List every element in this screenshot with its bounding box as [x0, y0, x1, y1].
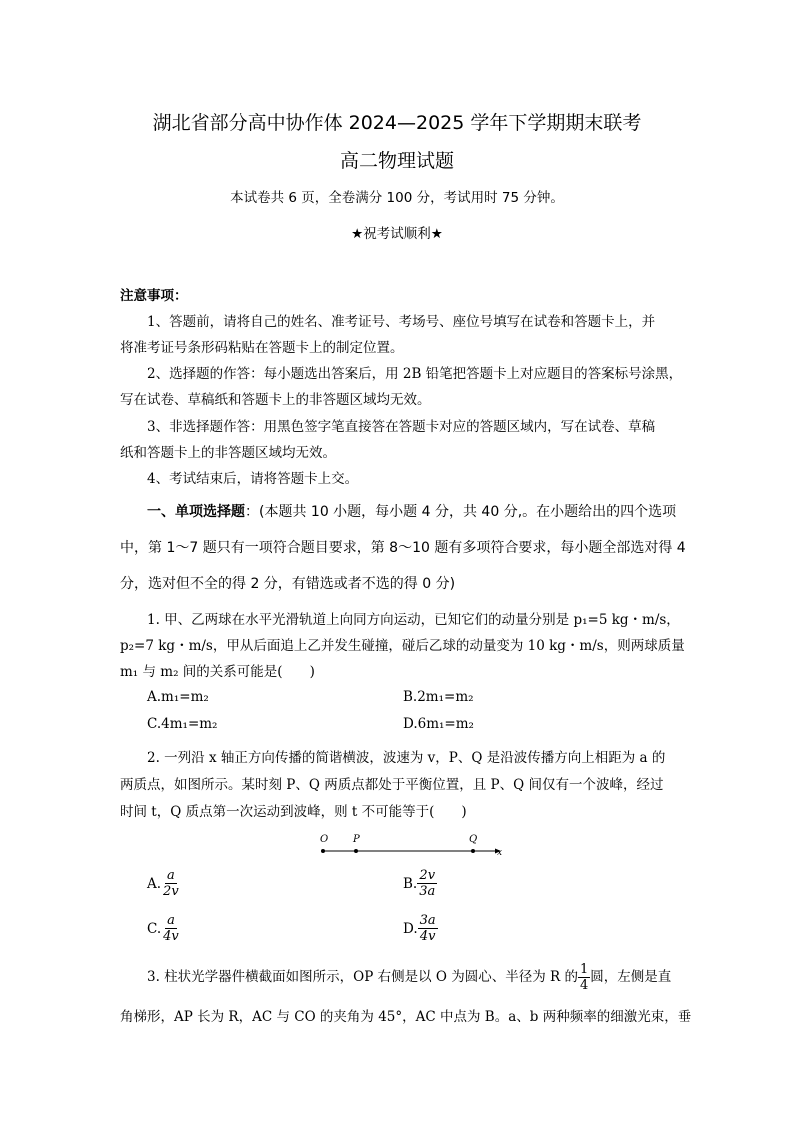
label-o: O: [320, 834, 329, 845]
q2-option-a: [147, 868, 181, 899]
q2-option-d-letter: D.: [403, 921, 418, 937]
q2-option-d-den: 4v: [419, 929, 436, 944]
q2-line2: 两质点，如图所示。某时刻 P、Q 两质点都处于平衡位置，且 P、Q 间仅有一个波峰，经过: [120, 777, 664, 793]
q2-option-c-fraction: [161, 913, 181, 944]
point-q: [471, 849, 475, 853]
notice-item1-line2: 将准考证号条形码粘贴在答题卡上的制定位置。: [120, 340, 404, 356]
q2-option-d-fraction: [418, 913, 438, 944]
q1-line2: p₂=7 kg・m/s，甲从后面追上乙并发生碰撞，碰后乙球的动量变为 10 kg・m/s，则两球质量: [120, 638, 685, 654]
point-o: [321, 849, 325, 853]
notice-item3-line1: 3、非选择题作答：用黑色签字笔直接答在答题卡对应的答题区域内，写在试卷、草稿: [147, 419, 656, 435]
notice-item1-line1: 1、答题前，请将自己的姓名、准考证号、考场号、座位号填写在试卷和答题卡上，并: [147, 314, 656, 330]
q3-quarter-fraction: [578, 962, 590, 993]
q3-line2: 角梯形，AP 长为 R，AC 与 CO 的夹角为 45°，AC 中点为 B。a、b 两种频率的细激光束，垂: [120, 1009, 692, 1025]
q1-option-a: A.m₁=m₂: [147, 689, 209, 705]
label-p: P: [353, 834, 360, 845]
q2-option-d-num: 3a: [419, 913, 436, 928]
q1-option-c: C.4m₁=m₂: [147, 716, 218, 732]
notice-heading: 注意事项：: [120, 288, 188, 304]
q3-line1-part-a: 3. 柱状光学器件横截面如图所示，OP 右侧是以 O 为圆心、半径为 R 的: [147, 969, 579, 985]
q2-wave-figure: [310, 830, 510, 860]
label-q: Q: [469, 834, 478, 845]
exam-title-line1: 湖北省部分高中协作体 2024—2025 学年下学期期末联考: [152, 112, 642, 134]
label-x: x: [497, 848, 503, 858]
q2-option-a-num: a: [166, 868, 175, 883]
q2-option-b-num: 2v: [419, 868, 436, 883]
point-p: [354, 849, 358, 853]
section1-intro-line1: [147, 501, 676, 521]
q2-line1: 2. 一列沿 x 轴正方向传播的简谐横波，波速为 v，P、Q 是沿波传播方向上相距为 a 的: [147, 750, 666, 766]
q2-option-c: [147, 913, 181, 944]
q2-option-d: [403, 913, 438, 944]
q1-line1: 1. 甲、乙两球在水平光滑轨道上向同方向运动，已知它们的动量分别是 p₁=5 kg・m/s，: [147, 612, 680, 628]
q2-option-c-den: 4v: [163, 929, 179, 944]
q2-line3: 时间 t，Q 质点第一次运动到波峰，则 t 不可能等于( ): [120, 804, 467, 820]
q3-line1-part-b: 圆，左侧是直: [590, 969, 672, 985]
q2-option-a-fraction: [161, 868, 181, 899]
section1-intro-text: ：(本题共 10 小题，每小题 4 分，共 40 分,。在小题给出的四个选项: [245, 504, 677, 520]
q1-option-d: D.6m₁=m₂: [403, 716, 474, 732]
notice-item2-line2: 写在试卷、草稿纸和答题卡上的非答题区域均无效。: [120, 392, 431, 408]
q2-option-c-num: a: [167, 913, 175, 928]
blessing: ★祝考试顺利★: [351, 226, 443, 242]
q1-option-b: B.2m₁=m₂: [403, 689, 474, 705]
q2-option-b: [403, 868, 437, 899]
q3-line1: [147, 962, 671, 993]
q2-option-a-den: 2v: [163, 884, 179, 899]
section1-intro-line2: 中，第 1～7 题只有一项符合题目要求，第 8～10 题有多项符合要求，每小题全部选对得 4: [120, 540, 686, 556]
q3-frac-num: 1: [580, 962, 589, 977]
notice-item4: 4、考试结束后，请将答题卡上交。: [147, 471, 359, 487]
q2-option-b-den: 3a: [419, 884, 436, 899]
q2-option-a-letter: A.: [147, 876, 162, 892]
q2-option-b-fraction: [417, 868, 437, 899]
q1-line3: m₁ 与 m₂ 间的关系可能是( ): [120, 664, 315, 680]
section1-intro-line3: 分，选对但不全的得 2 分，有错选或者不选的得 0 分): [120, 576, 456, 592]
q3-frac-den: 4: [580, 978, 589, 993]
exam-info: 本试卷共 6 页，全卷满分 100 分，考试用时 75 分钟。: [230, 190, 564, 206]
section1-heading: 一、单项选择题: [147, 504, 245, 520]
exam-title-line2: 高二物理试题: [339, 150, 454, 172]
q2-option-b-letter: B.: [403, 876, 418, 892]
notice-item3-line2: 纸和答题卡上的非答题区域均无效。: [120, 445, 336, 461]
notice-item2-line1: 2、选择题的作答：每小题选出答案后，用 2B 铅笔把答题卡上对应题目的答案标号涂黑，: [147, 366, 683, 382]
q2-option-c-letter: C.: [147, 921, 162, 937]
